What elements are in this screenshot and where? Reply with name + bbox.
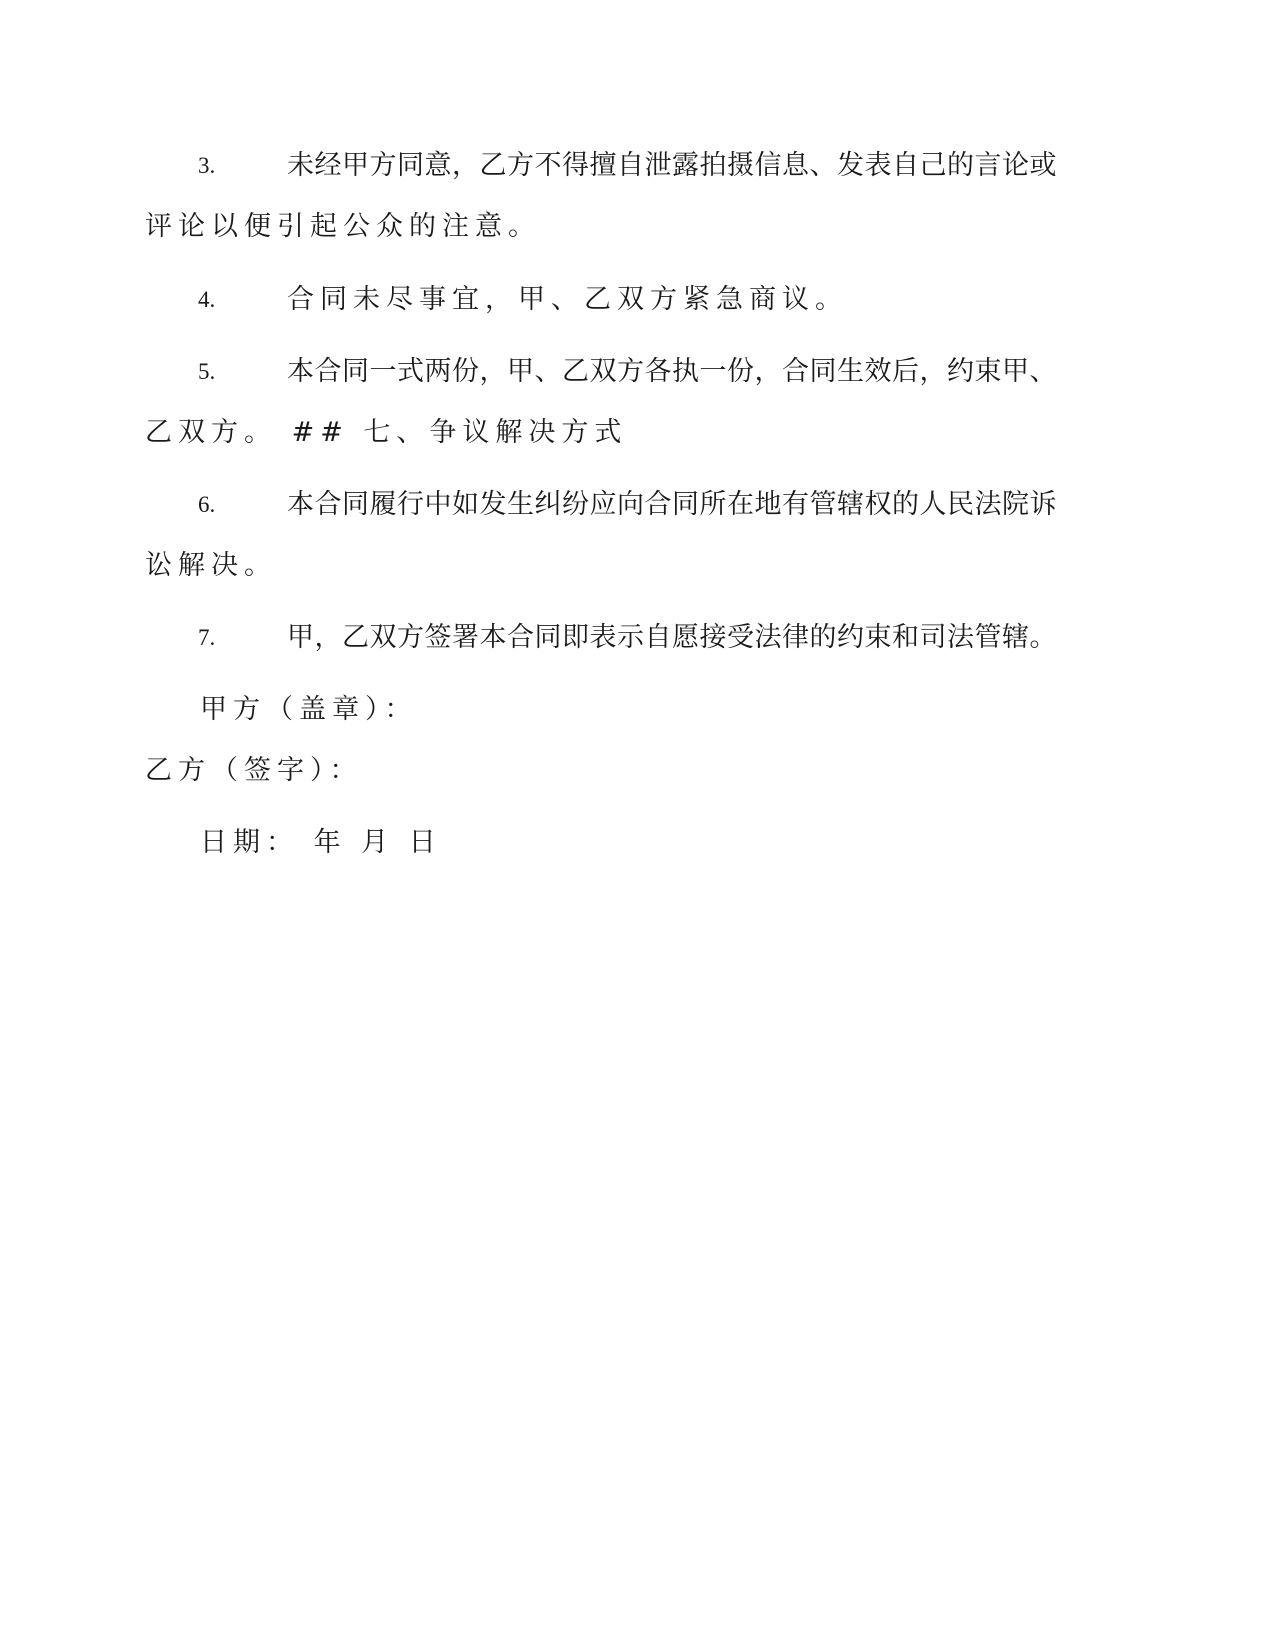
date-label: 日期： 年 月 日 — [200, 827, 442, 858]
clause-text-line-2: 乙双方。 ## 七、争议解决方式 — [145, 417, 628, 448]
clause-text-line-1: 合同未尽事宜，甲、乙双方紧急商议。 — [287, 284, 848, 315]
clause-number: 5. — [198, 359, 216, 384]
clause-text-line-1: 甲，乙双方签署本合同即表示自愿接受法律的约束和司法管辖。 — [287, 622, 1057, 653]
clause-number: 3. — [198, 153, 216, 178]
clause-number: 7. — [198, 625, 216, 650]
clause-number: 6. — [198, 492, 216, 517]
party-a-seal-label: 甲方（盖章）： — [200, 694, 418, 725]
clause-number: 4. — [198, 287, 216, 312]
clause-text-line-1: 本合同履行中如发生纠纷应向合同所在地有管辖权的人民法院诉 — [287, 489, 1057, 520]
clause-text-line-2: 评论以便引起公众的注意。 — [145, 211, 541, 242]
clause-text-line-1: 未经甲方同意，乙方不得擅自泄露拍摄信息、发表自己的言论或 — [287, 150, 1057, 181]
clause-text-line-2: 讼解决。 — [145, 550, 277, 581]
party-b-signature-label: 乙方（签字）： — [145, 755, 363, 786]
clause-text-line-1: 本合同一式两份，甲、乙双方各执一份，合同生效后，约束甲、 — [287, 356, 1057, 387]
